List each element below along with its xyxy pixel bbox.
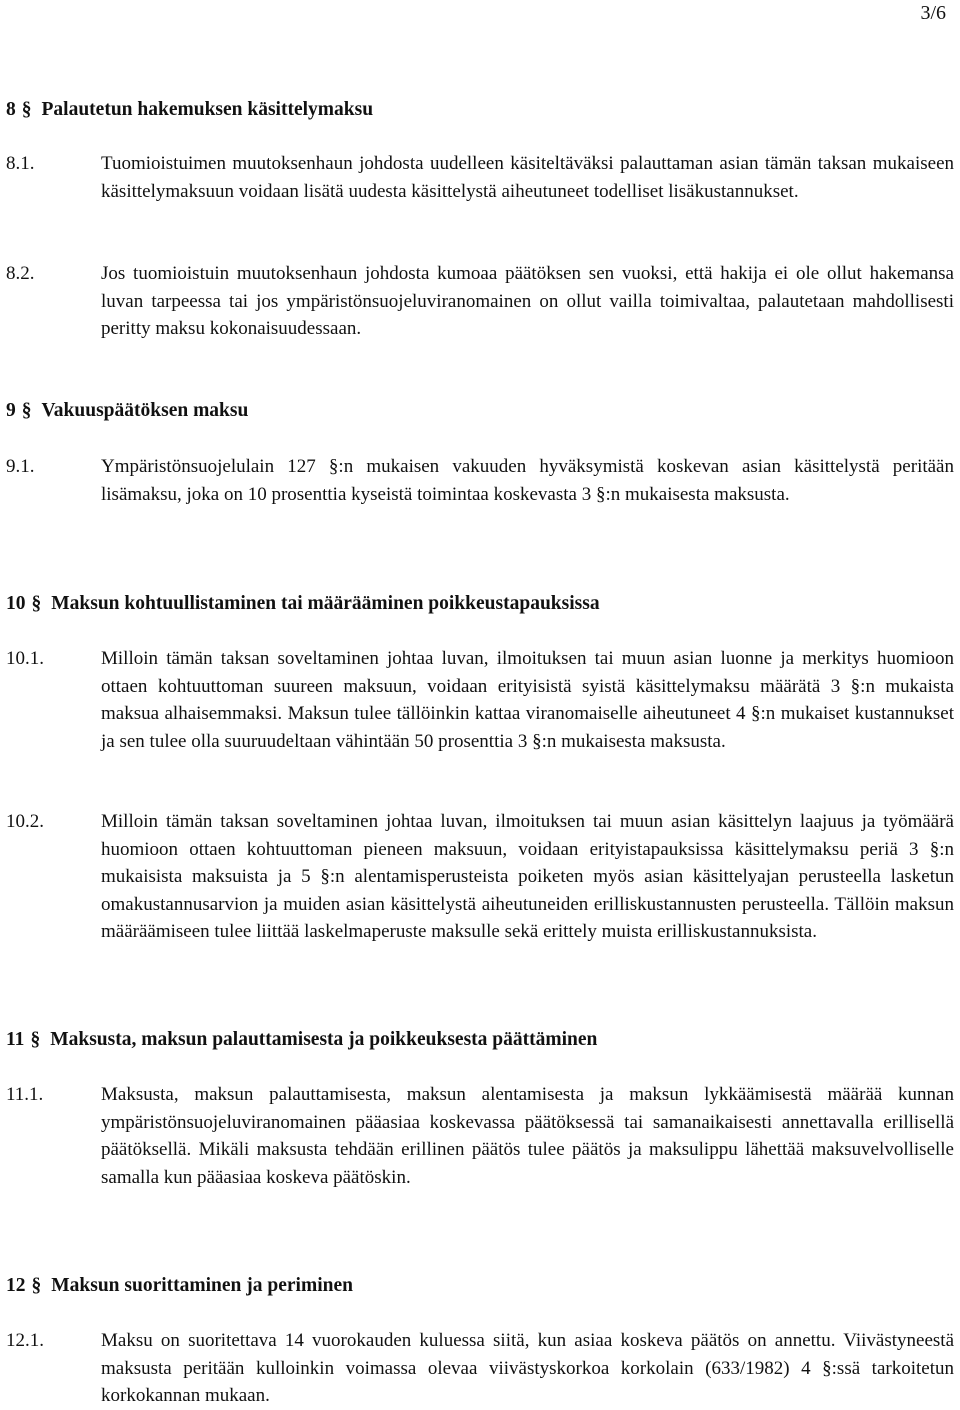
- section-9-heading: [6, 398, 248, 424]
- section-8-heading: [6, 97, 373, 123]
- section-number: 9: [6, 400, 16, 421]
- section-title: Maksun kohtuullistaminen tai määrääminen poikkeustapauksissa: [51, 593, 600, 614]
- paragraph-number: 9.1.: [6, 456, 35, 477]
- paragraph-number: 10.1.: [6, 648, 44, 669]
- paragraph-9-1: [6, 453, 954, 508]
- paragraph-text: Maksu on suoritettava 14 vuorokauden kuluessa siitä, kun asiaa koskeva päätös on annettu. Viivästyneestä maksusta peritään kulloinkin voimassa olevaa viivästyskorkoa korkolain (633/1982) 4 §:ssä tarkoitetun korkokannan mukaan.: [101, 1330, 954, 1407]
- section-symbol: §: [31, 1275, 42, 1296]
- paragraph-10-2: [6, 808, 954, 946]
- section-symbol: §: [21, 99, 32, 120]
- page-number: 3/6: [920, 2, 946, 24]
- paragraph-number: 10.2.: [6, 811, 44, 832]
- section-title: Maksun suorittaminen ja periminen: [51, 1275, 353, 1296]
- section-symbol: §: [30, 1029, 41, 1050]
- section-title: Vakuuspäätöksen maksu: [41, 400, 249, 421]
- paragraph-number: 8.1.: [6, 153, 35, 174]
- paragraph-number: 12.1.: [6, 1330, 44, 1351]
- section-number: 12: [6, 1275, 26, 1296]
- paragraph-10-1: [6, 645, 954, 755]
- section-number: 11: [6, 1029, 25, 1050]
- paragraph-text: Ympäristönsuojelulain 127 §:n mukaisen vakuuden hyväksymistä koskevan asian käsittelystä peritään lisämaksu, joka on 10 prosenttia kyseistä toimintaa koskevasta 3 §:n mukaisesta maksusta.: [101, 456, 954, 505]
- section-symbol: §: [31, 593, 42, 614]
- paragraph-text: Tuomioistuimen muutoksenhaun johdosta uudelleen käsiteltäväksi palauttaman asian tämän taksan mukaiseen käsittelymaksuun voidaan lisätä uudesta käsittelystä aiheutuneet todelliset lisäkustannukset.: [101, 153, 954, 202]
- paragraph-11-1: [6, 1081, 954, 1191]
- paragraph-text: Jos tuomioistuin muutoksenhaun johdosta kumoaa päätöksen sen vuoksi, että hakija ei ole ollut hakemansa luvan tarpeessa tai jos ympäristönsuojeluviranomainen on ollut vailla toimivaltaa, palautetaan mahdollisesti peritty maksu kokonaisuudessaan.: [101, 263, 954, 340]
- section-title: Palautetun hakemuksen käsittelymaksu: [41, 99, 374, 120]
- section-symbol: §: [21, 400, 32, 421]
- paragraph-text: Maksusta, maksun palauttamisesta, maksun alentamisesta ja maksun lykkäämisestä määrää kunnan ympäristönsuojeluviranomainen pääasiaa koskevassa päätöksessä tai samanaikaisesti annettavalla erillisellä päätöksellä. Mikäli maksusta tehdään erillinen päätös tulee päätös ja maksulippu lähettää maksuvelvolliselle samalla kun pääasiaa koskeva päätöskin.: [101, 1084, 954, 1188]
- paragraph-text: Milloin tämän taksan soveltaminen johtaa luvan, ilmoituksen tai muun asian luonne ja merkitys huomioon ottaen kohtuuttoman suureen maksuun, voidaan erityisistä syistä käsittelymaksu määrätä 3 §:n mukaista maksua alhaisemmaksi. Maksun tulee tällöinkin kattaa viranomaiselle aiheutuneet 4 §:n mukaiset kustannukset ja sen tulee olla suuruudeltaan vähintään 50 prosenttia 3 §:n mukaisesta maksusta.: [101, 648, 954, 752]
- paragraph-8-1: [6, 150, 954, 205]
- section-number: 8: [6, 99, 16, 120]
- paragraph-12-1: [6, 1327, 954, 1410]
- paragraph-number: 8.2.: [6, 263, 35, 284]
- section-12-heading: [6, 1273, 353, 1299]
- paragraph-number: 11.1.: [6, 1084, 44, 1105]
- section-11-heading: [6, 1027, 597, 1053]
- paragraph-8-2: [6, 260, 954, 343]
- section-10-heading: [6, 591, 600, 617]
- section-title: Maksusta, maksun palauttamisesta ja poikkeuksesta päättäminen: [50, 1029, 598, 1050]
- paragraph-text: Milloin tämän taksan soveltaminen johtaa luvan, ilmoituksen tai muun asian käsittelyn laajuus ja työmäärä huomioon ottaen kohtuuttoman pieneen maksuun, voidaan erityistapauksissa käsittelymaksu periä 3 §:n mukaisista maksuista ja 5 §:n alentamisperusteista poiketen myös asian käsittelyajan perusteella lasketun omakustannusarvion ja muiden asian käsittelystä aiheutuneiden erilliskustannusten perusteella. Tällöin maksun määräämiseen tulee liittää laskelmaperuste maksulle sekä erittely muista erilliskustannuksista.: [101, 811, 954, 943]
- section-number: 10: [6, 593, 26, 614]
